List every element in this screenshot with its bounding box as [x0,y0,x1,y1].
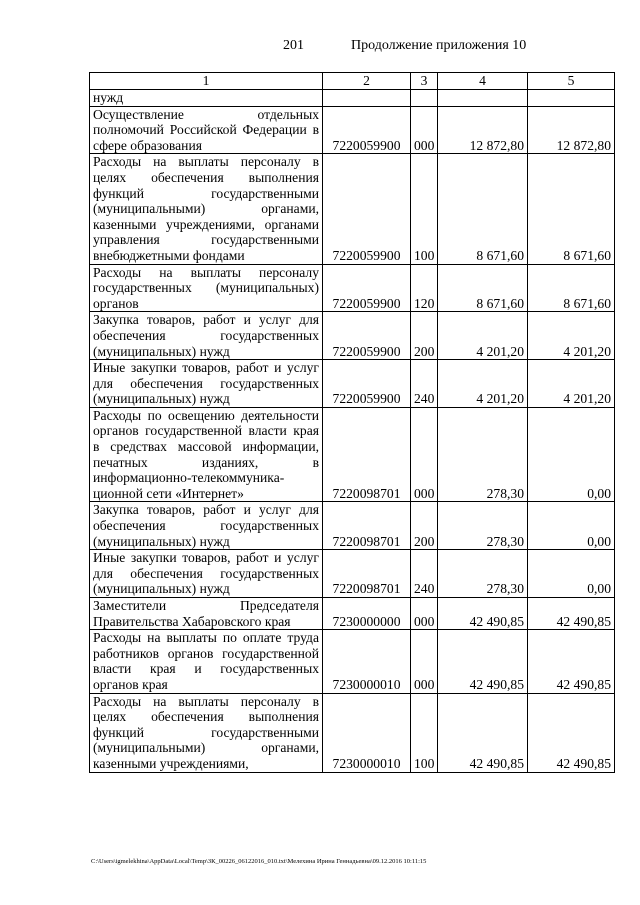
amount-year-2: 0,00 [528,550,615,598]
expense-name: Иные закупки товаров, работ и услуг для обеспечения государственных (муниципальных) нужд [90,550,323,598]
expense-type-code: 000 [411,407,438,502]
amount-year-2: 42 490,85 [528,598,615,630]
table-row [90,502,615,550]
amount-year-2: 8 671,60 [528,154,615,264]
target-code: 7220059900 [323,154,411,264]
expense-name: нужд [90,90,323,107]
table-row [90,312,615,360]
target-code: 7220059900 [323,264,411,312]
table-row [90,598,615,630]
amount-year-2: 0,00 [528,502,615,550]
expense-name: Осуществление отдельных полномочий Российской Федерации в сфере образования [90,106,323,154]
target-code: 7220098701 [323,502,411,550]
expense-name: Закупка товаров, работ и услуг для обеспечения государственных (муниципальных) нужд [90,312,323,360]
expense-type-code: 000 [411,598,438,630]
table-row [90,630,615,693]
amount-year-2: 4 201,20 [528,360,615,408]
expense-name: Расходы на выплаты по оплате труда работников органов государственной власти края и государственных органов края [90,630,323,693]
amount-year-2 [528,90,615,107]
amount-year-1: 4 201,20 [438,360,528,408]
budget-table [89,72,615,773]
table-header-row [90,73,615,90]
amount-year-1: 8 671,60 [438,264,528,312]
column-header: 1 [90,73,323,90]
expense-type-code: 100 [411,154,438,264]
table-row [90,693,615,772]
target-code: 7220059900 [323,360,411,408]
page-number: 201 [283,38,304,53]
expense-type-code: 100 [411,693,438,772]
expense-name: Расходы на выплаты персоналу государственных (муниципальных) органов [90,264,323,312]
amount-year-2: 12 872,80 [528,106,615,154]
expense-name: Расходы на выплаты персоналу в целях обеспечения выполнения функций государственными (муниципальными) органами, казенными учреждениями, органами управления государственными внебюджетными фондами [90,154,323,264]
table-row [90,264,615,312]
target-code: 7220059900 [323,106,411,154]
expense-type-code: 240 [411,360,438,408]
amount-year-1: 8 671,60 [438,154,528,264]
file-path-footer: C:\Users\igmelekhina\AppData\Local\Temp\ЗК_00226_06122016_010.txt\Мелехина Ирина Геннадьевна\09.12.2016 10:11:15 [91,858,427,865]
amount-year-1: 4 201,20 [438,312,528,360]
expense-type-code: 000 [411,630,438,693]
table-row [90,154,615,264]
column-header: 5 [528,73,615,90]
target-code: 7230000010 [323,693,411,772]
target-code: 7220059900 [323,312,411,360]
expense-type-code: 120 [411,264,438,312]
table-row [90,360,615,408]
table-row [90,550,615,598]
amount-year-1: 42 490,85 [438,693,528,772]
target-code: 7220098701 [323,550,411,598]
expense-name: Расходы на выплаты персоналу в целях обеспечения выполнения функций государственными (муниципальными) органами, казенными учреждениями, [90,693,323,772]
target-code [323,90,411,107]
table-row [90,407,615,502]
expense-type-code: 000 [411,106,438,154]
amount-year-1: 278,30 [438,550,528,598]
target-code: 7230000010 [323,630,411,693]
expense-type-code: 240 [411,550,438,598]
amount-year-2: 42 490,85 [528,693,615,772]
expense-type-code [411,90,438,107]
amount-year-1: 12 872,80 [438,106,528,154]
amount-year-2: 42 490,85 [528,630,615,693]
appendix-continuation-title: Продолжение приложения 10 [351,38,527,53]
amount-year-1: 278,30 [438,502,528,550]
amount-year-1: 42 490,85 [438,630,528,693]
column-header: 3 [411,73,438,90]
column-header: 4 [438,73,528,90]
table-row [90,106,615,154]
target-code: 7220098701 [323,407,411,502]
expense-name: Иные закупки товаров, работ и услуг для обеспечения государственных (муниципальных) нужд [90,360,323,408]
amount-year-1: 278,30 [438,407,528,502]
amount-year-2: 0,00 [528,407,615,502]
amount-year-1 [438,90,528,107]
expense-type-code: 200 [411,312,438,360]
amount-year-2: 4 201,20 [528,312,615,360]
amount-year-2: 8 671,60 [528,264,615,312]
expense-name: Заместители Председателя Правительства Хабаровского края [90,598,323,630]
expense-type-code: 200 [411,502,438,550]
expense-name: Закупка товаров, работ и услуг для обеспечения государственных (муниципальных) нужд [90,502,323,550]
table-row [90,90,615,107]
amount-year-1: 42 490,85 [438,598,528,630]
column-header: 2 [323,73,411,90]
target-code: 7230000000 [323,598,411,630]
expense-name: Расходы по освещению деятельности органов государственной власти края в средствах массовой информации, печатных изданиях, в информационно-телекоммуника-ционной сети «Интернет» [90,407,323,502]
